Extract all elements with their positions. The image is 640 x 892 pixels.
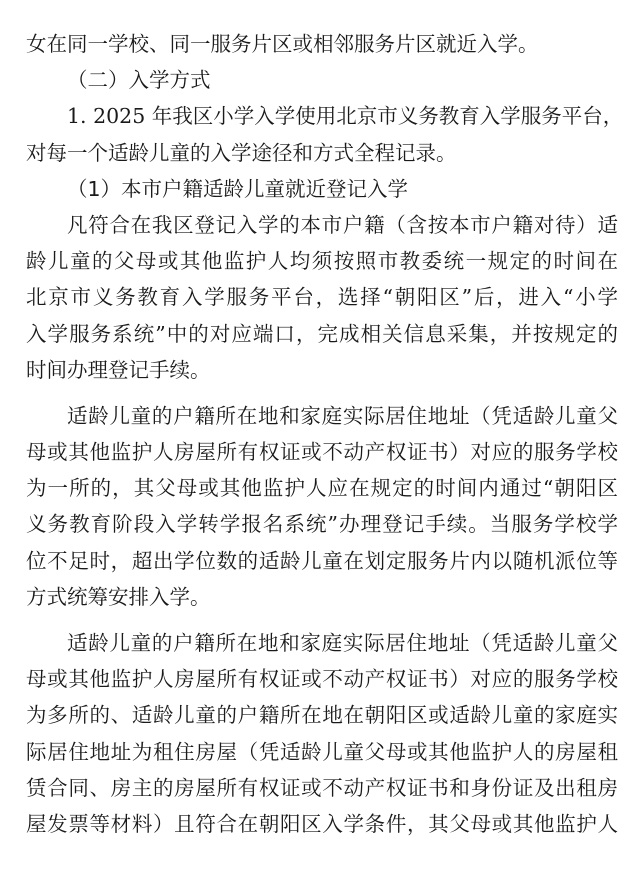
text-line: 位不足时，超出学位数的适龄儿童在划定服务片内以随机派位等 — [26, 548, 618, 573]
text-line: 北京市义务教育入学服务平台，选择“朝阳区”后，进入“小学 — [26, 285, 618, 310]
text-line: 母或其他监护人房屋所有权证或不动产权证书）对应的服务学校 — [26, 440, 618, 465]
text-line: 龄儿童的父母或其他监护人均须按照市教委统一规定的时间在 — [26, 249, 618, 274]
text-line: 际居住地址为租住房屋（凭适龄儿童父母或其他监护人的房屋租 — [26, 739, 618, 764]
text-line: 适龄儿童的户籍所在地和家庭实际居住地址（凭适龄儿童父 — [67, 403, 618, 428]
text-line: 母或其他监护人房屋所有权证或不动产权证书）对应的服务学校 — [26, 667, 618, 692]
text-line: 方式统筹安排入学。 — [26, 584, 211, 609]
text-line: 为一所的，其父母或其他监护人应在规定的时间内通过“朝阳区 — [26, 476, 618, 501]
text-line: 赁合同、房主的房屋所有权证或不动产权证书和身份证及出租房 — [26, 775, 618, 800]
text-line: 时间办理登记手续。 — [26, 357, 211, 382]
text-line: 入学服务系统”中的对应端口，完成相关信息采集，并按规定的 — [26, 321, 618, 346]
subsection-heading: （1）本市户籍适龄儿童就近登记入学 — [67, 176, 409, 201]
text-line: 凡符合在我区登记入学的本市户籍（含按本市户籍对待）适 — [67, 212, 618, 237]
text-line: 女在同一学校、同一服务片区或相邻服务片区就近入学。 — [26, 32, 539, 56]
text-line: 1. 2025 年我区小学入学使用北京市义务教育入学服务平台， — [67, 104, 624, 129]
text-line: 屋发票等材料）且符合在朝阳区入学条件，其父母或其他监护人 — [26, 811, 618, 836]
text-line: 为多所的、适龄儿童的户籍所在地在朝阳区或适龄儿童的家庭实 — [26, 703, 618, 728]
text-line: 义务教育阶段入学转学报名系统”办理登记手续。当服务学校学 — [26, 512, 618, 537]
section-heading: （二）入学方式 — [67, 68, 211, 93]
text-line: 对每一个适龄儿童的入学途径和方式全程记录。 — [26, 140, 457, 165]
text-line: 适龄儿童的户籍所在地和家庭实际居住地址（凭适龄儿童父 — [67, 631, 618, 655]
